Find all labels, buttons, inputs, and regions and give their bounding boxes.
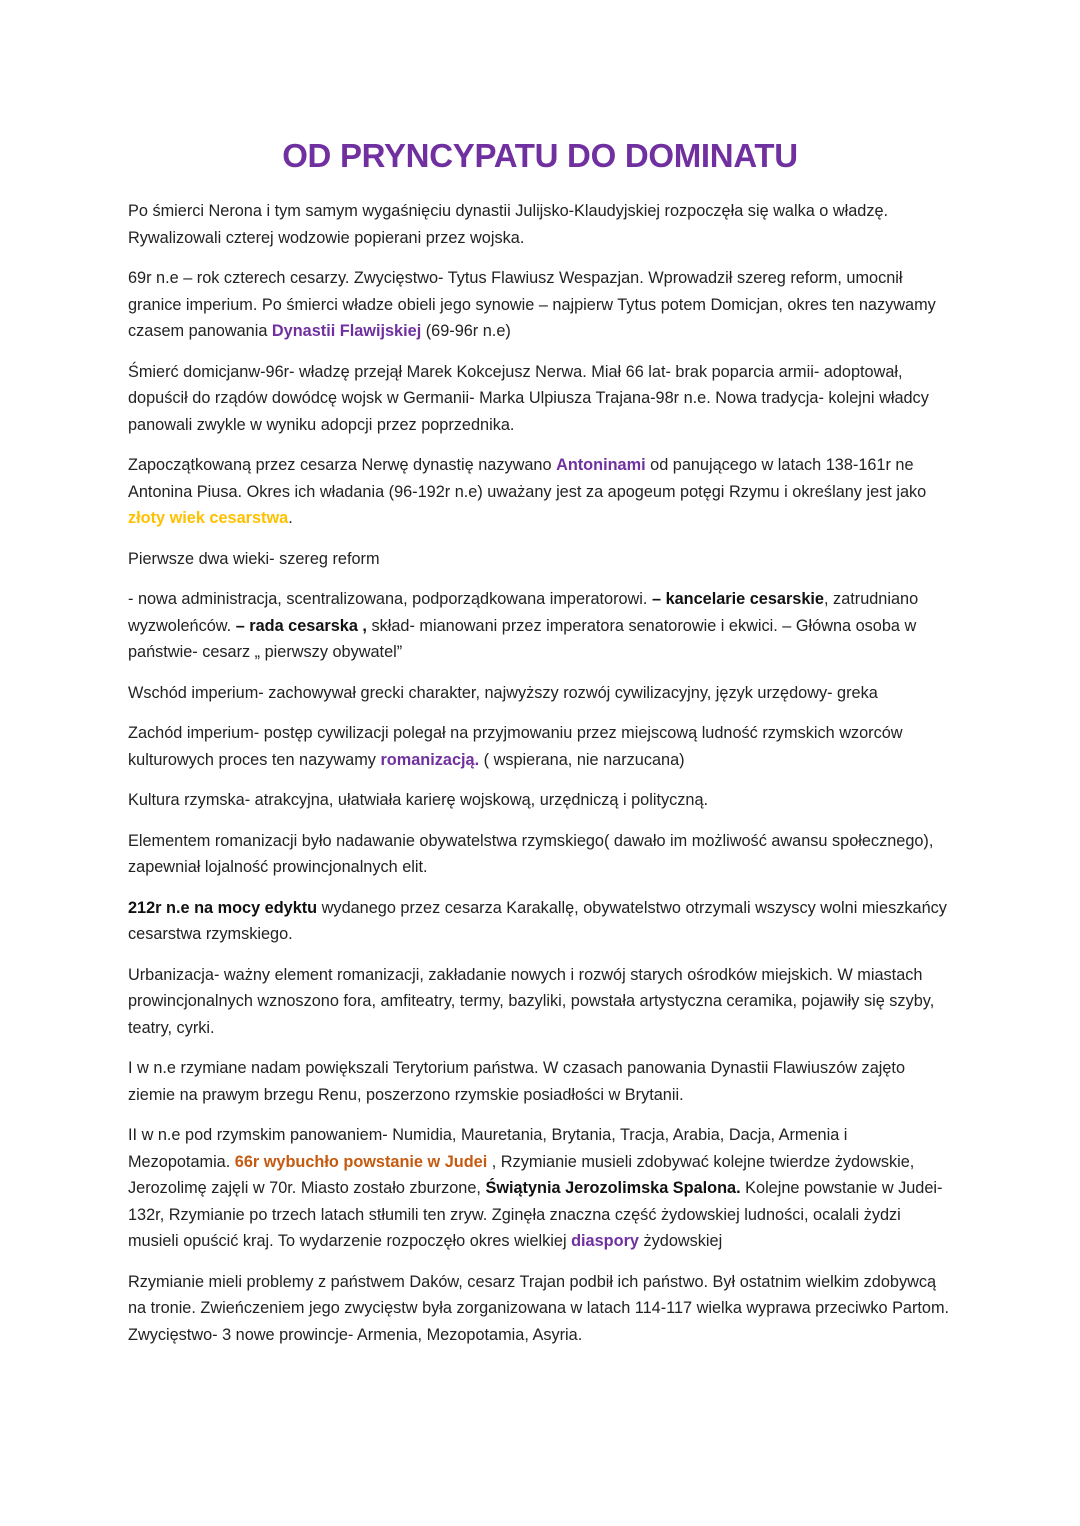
highlighted-text: 66r wybuchło powstanie w Judei [234, 1152, 488, 1171]
highlighted-text: złoty wiek cesarstwa [128, 509, 289, 527]
highlighted-text: Świątynia Jerozolimska Spalona. [485, 1179, 741, 1197]
paragraph [128, 1122, 952, 1255]
highlighted-text: 212r n.e na mocy edyktu [128, 898, 318, 917]
paragraph [128, 1055, 952, 1108]
highlighted-text: – rada cesarska , [235, 616, 367, 635]
text-run: , zatrudniano wyzwoleńców. [128, 590, 919, 635]
paragraph [128, 359, 952, 439]
paragraph [128, 720, 952, 773]
highlighted-text: Dynastii Flawijskiej [271, 322, 422, 340]
highlighted-text: – kancelarie cesarskie [651, 590, 824, 608]
text-run: . [288, 509, 293, 527]
text-run: Elementem romanizacji było nadawanie obywatelstwa rzymskiego( dawało im możliwość awansu społecznego), zapewniał lojalność prowincjonalnych elit. [128, 831, 934, 876]
text-run: od panującego w latach 138-161r ne Antonina Piusa. Okres ich władania (96-192r n.e) uważany jest za apogeum potęgi Rzymu i określany jest jako [128, 456, 927, 501]
text-run: Po śmierci Nerona i tym samym wygaśnięciu dynastii Julijsko-Klaudyjskiej rozpoczęła się walka o władzę. Rywalizowali czterej wodzowie popierani przez wojska. [128, 202, 889, 247]
text-run: 69r n.e – rok czterech cesarzy. Zwycięstwo- Tytus Flawiusz Wespazjan. Wprowadził szereg reform, umocnił granice imperium. Po śmierci władze obieli jego synowie – najpierw Tytus potem Domicjan, okres ten nazywamy czasem panowania [128, 269, 936, 340]
text-run: (69-96r n.e) [421, 322, 511, 340]
text-run: żydowskiej [638, 1232, 723, 1250]
text-run: Śmierć domicjanw-96r- władzę przejął Marek Kokcejusz Nerwa. Miał 66 lat- brak poparcia armii- adoptował, dopuścił do rządów dowódcę wojsk w Germanii- Marka Ulpiusza Trajana-98r n.e. Nowa tradycja- kolejni władcy panowali zwykle w wyniku adopcji przez poprzednika. [128, 362, 929, 434]
text-run: I w n.e rzymiane nadam powiększali Terytorium państwa. W czasach panowania Dynastii Flawiuszów zajęto ziemie na prawym brzegu Renu, poszerzono rzymskie posiadłości w Brytanii. [128, 1059, 906, 1104]
paragraph [128, 828, 952, 881]
text-run: - nowa administracja, scentralizowana, podporządkowana imperatorowi. [128, 590, 652, 608]
text-run: skład- mianowani przez imperatora senatorowie i ekwici. – Główna osoba w państwie- cesarz „ pierwszy obywatel” [128, 616, 917, 661]
paragraph [128, 680, 952, 707]
paragraph [128, 452, 952, 532]
text-run: Kolejne powstanie w Judei-132r, Rzymianie po trzech latach stłumili ten zryw. Zginęła znaczna część żydowskiej ludności, ocalali żydzi musieli opuścić kraj. To wydarzenie rozpoczęło okres wielkiej [128, 1179, 943, 1250]
highlighted-text: diaspory [571, 1232, 639, 1250]
text-run: , Rzymianie musieli zdobywać kolejne twierdze żydowskie, Jerozolimę zajęli w 70r. Miasto zostało zburzone, [128, 1152, 915, 1197]
text-run: Zapoczątkowaną przez cesarza Nerwę dynastię nazywano [128, 456, 557, 474]
paragraph [128, 895, 952, 948]
paragraph [128, 586, 952, 666]
text-run: II w n.e pod rzymskim panowaniem- Numidia, Mauretania, Brytania, Tracja, Arabia, Dacja, Armenia i Mezopotamia. [128, 1126, 848, 1171]
paragraph [128, 198, 952, 251]
text-run: Kultura rzymska- atrakcyjna, ułatwiała karierę wojskową, urzędniczą i polityczną. [128, 791, 709, 809]
highlighted-text: romanizacją. [380, 750, 480, 769]
text-run: Rzymianie mieli problemy z państwem Daków, cesarz Trajan podbił ich państwo. Był ostatnim wielkim zdobywcą na tronie. Zwieńczeniem jego zwycięstw była zorganizowana w latach 114-117 wielka wyprawa przeciwko Partom. Zwycięstwo- 3 nowe prowincje- Armenia, Mezopotamia, Asyria. [128, 1272, 950, 1344]
document-body [128, 198, 952, 1348]
text-run: wydanego przez cesarza Karakallę, obywatelstwo otrzymali wszyscy wolni mieszkańcy cesarstwa rzymskiego. [128, 898, 947, 943]
text-run: Wschód imperium- zachowywał grecki charakter, najwyższy rozwój cywilizacyjny, język urzędowy- greka [128, 683, 878, 702]
paragraph [128, 546, 952, 573]
paragraph [128, 962, 952, 1042]
page-title: OD PRYNCYPATU DO DOMINATU [282, 137, 798, 174]
paragraph [128, 1269, 952, 1349]
text-run: ( wspierana, nie narzucana) [479, 750, 685, 769]
text-run: Pierwsze dwa wieki- szereg reform [128, 549, 380, 568]
paragraph [128, 265, 952, 345]
text-run: Zachód imperium- postęp cywilizacji polegał na przyjmowaniu przez miejscową ludność rzymskich wzorców kulturowych proces ten nazywamy [128, 724, 903, 769]
highlighted-text: Antoninami [556, 456, 646, 474]
paragraph [128, 787, 952, 814]
text-run: Urbanizacja- ważny element romanizacji, zakładanie nowych i rozwój starych ośrodków miejskich. W miastach prowincjonalnych wznoszono fora, amfiteatry, termy, bazyliki, powstała artystyczna ceramika, pojawiły się szyby, teatry, cyrki. [128, 965, 935, 1037]
